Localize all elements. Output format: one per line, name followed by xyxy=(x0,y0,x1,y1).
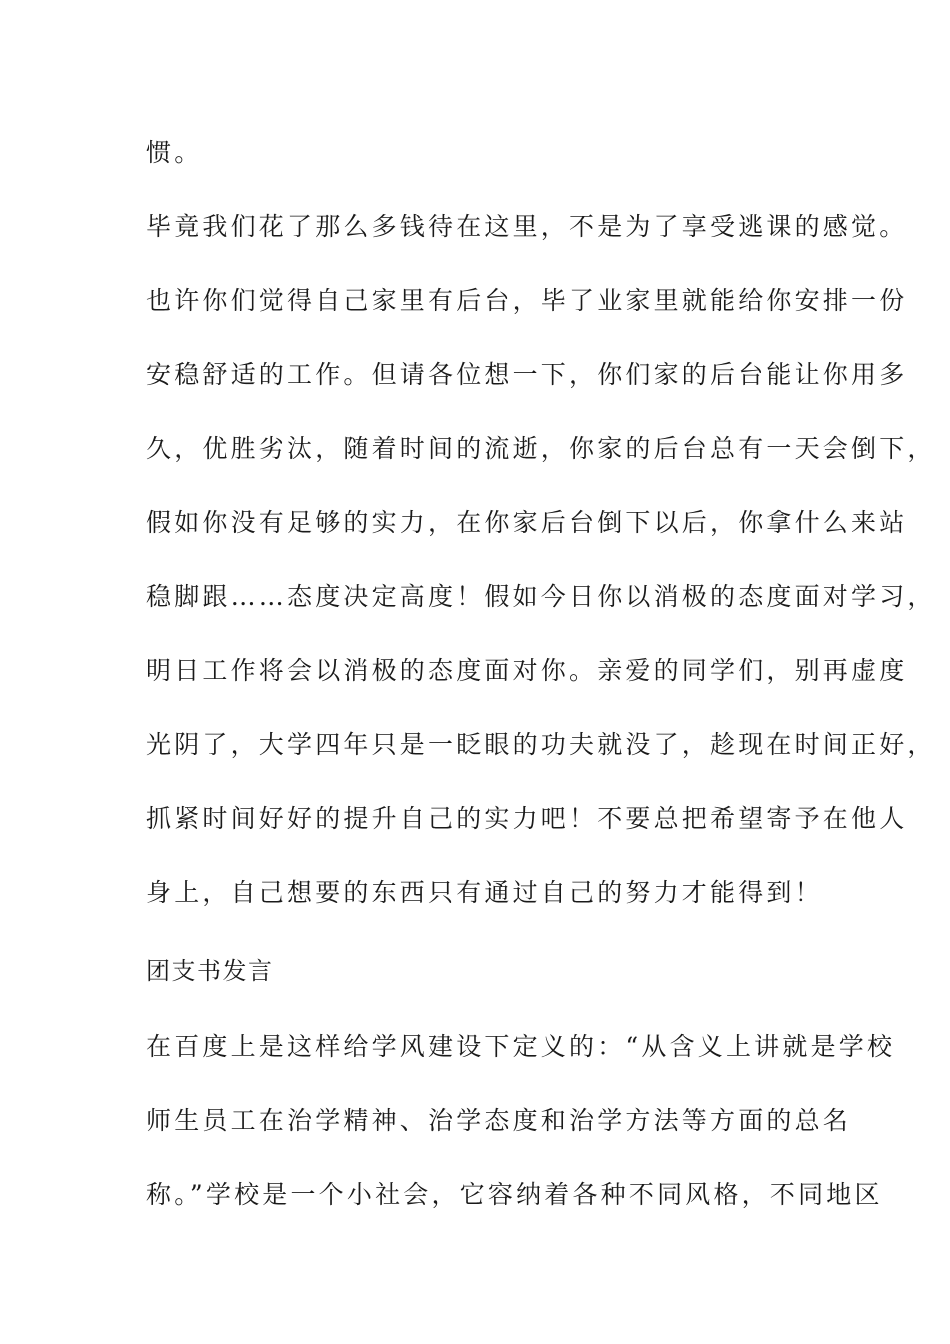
text-line-9: 光阴了，大学四年只是一眨眼的功夫就没了，趁现在时间正好， xyxy=(146,730,936,759)
text-line-3: 也许你们觉得自己家里有后台，毕了业家里就能给你安排一份 xyxy=(146,286,908,315)
text-line-6: 假如你没有足够的实力，在你家后台倒下以后，你拿什么来站 xyxy=(146,508,908,537)
text-line-4: 安稳舒适的工作。但请各位想一下，你们家的后台能让你用多 xyxy=(146,360,908,389)
text-line-1: 惯。 xyxy=(146,138,203,167)
text-line-8: 明日工作将会以消极的态度面对你。亲爱的同学们，别再虚度 xyxy=(146,656,908,685)
text-line-2: 毕竟我们花了那么多钱待在这里，不是为了享受逃课的感觉。 xyxy=(146,212,908,241)
text-line-10: 抓紧时间好好的提升自己的实力吧！不要总把希望寄予在他人 xyxy=(146,804,908,833)
text-line-11: 身上，自己想要的东西只有通过自己的努力才能得到！ xyxy=(146,878,823,907)
section-heading: 团支书发言 xyxy=(146,957,274,985)
text-line-7: 稳脚跟……态度决定高度！假如今日你以消极的态度面对学习， xyxy=(146,582,936,611)
text-line-12: 在百度上是这样给学风建设下定义的：“从含义上讲就是学校 xyxy=(146,1032,896,1061)
text-line-14: 称。”学校是一个小社会，它容纳着各种不同风格，不同地区 xyxy=(146,1180,883,1209)
text-line-13: 师生员工在治学精神、治学态度和治学方法等方面的总名 xyxy=(146,1106,852,1135)
text-line-5: 久，优胜劣汰，随着时间的流逝，你家的后台总有一天会倒下， xyxy=(146,434,936,463)
